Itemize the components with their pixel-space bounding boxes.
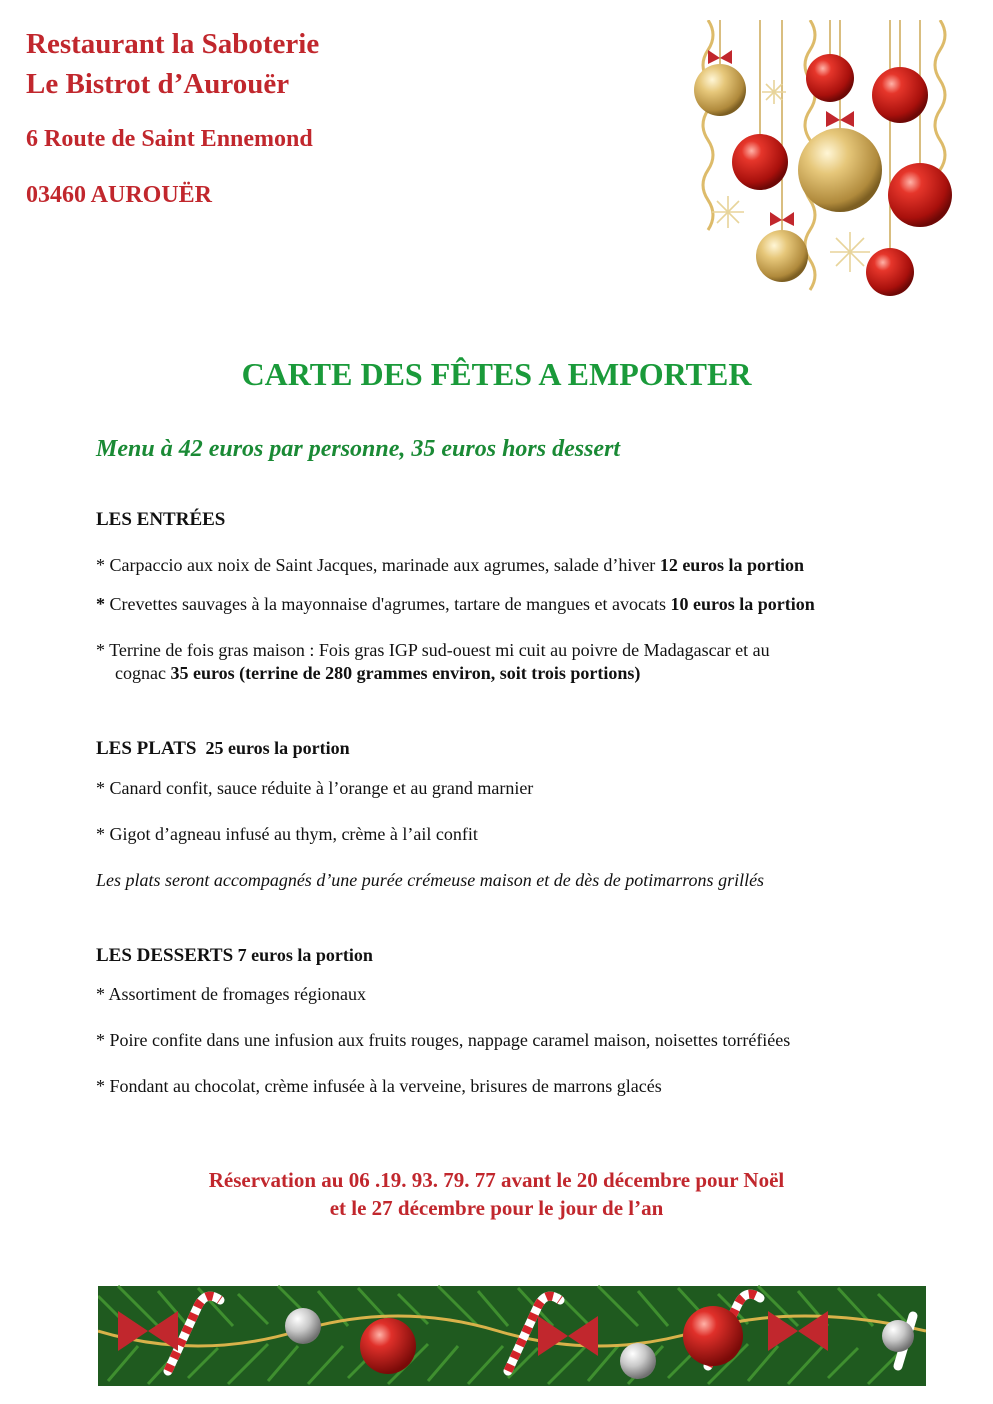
reservation-info [0, 1166, 993, 1222]
entree-item-text: * Terrine de fois gras maison : Fois gras IGP sud-ouest mi cuit au poivre de Madagascar et au [96, 640, 770, 660]
address-street: 6 Route de Saint Ennemond [26, 126, 313, 152]
plats-heading-row [96, 737, 350, 760]
christmas-baubles-icon [690, 20, 960, 310]
desserts-heading: LES DESSERTS [96, 945, 234, 966]
entree-item-price: 35 euros (terrine de 280 grammes environ, soit trois portions) [170, 663, 641, 683]
menu-title: CARTE DES FÊTES A EMPORTER [241, 356, 752, 392]
reservation-line-1: Réservation au 06 .19. 93. 79. 77 avant le 20 décembre pour Noël [208, 1168, 785, 1192]
desserts-heading-row [96, 944, 373, 967]
entree-item-text-cont: cognac [115, 663, 171, 683]
plat-item: * Gigot d’agneau infusé au thym, crème à l’ail confit [96, 824, 478, 844]
address-city: 03460 AUROUËR [26, 182, 213, 208]
dessert-item: * Fondant au chocolat, crème infusée à la verveine, brisures de marrons glacés [96, 1076, 662, 1096]
restaurant-header [26, 24, 319, 210]
entree-item-text: * Carpaccio aux noix de Saint Jacques, marinade aux agrumes, salade d’hiver [96, 555, 660, 575]
entree-item [96, 593, 815, 616]
entree-item-continuation [96, 662, 640, 685]
plats-note: Les plats seront accompagnés d’une purée crémeuse maison et de dès de potimarrons grillés [96, 870, 765, 890]
plats-heading: LES PLATS [96, 738, 197, 759]
dessert-item: * Assortiment de fromages régionaux [96, 984, 366, 1004]
menu-price-subtitle: Menu à 42 euros par personne, 35 euros hors dessert [96, 436, 621, 462]
christmas-garland-icon [98, 1276, 926, 1394]
plats-price: 25 euros la portion [205, 738, 350, 758]
entree-item [96, 639, 770, 662]
entree-item-price: 10 euros la portion [670, 594, 815, 614]
entree-item-bullet: * [96, 594, 105, 614]
plat-item: * Canard confit, sauce réduite à l’orange et au grand marnier [96, 778, 534, 798]
reservation-line-2: et le 27 décembre pour le jour de l’an [329, 1196, 664, 1220]
restaurant-name: Restaurant la Saboterie [26, 28, 320, 60]
entrees-heading: LES ENTRÉES [96, 509, 226, 530]
entree-item [96, 554, 804, 577]
dessert-item: * Poire confite dans une infusion aux fruits rouges, nappage caramel maison, noisettes torréfiées [96, 1030, 791, 1050]
restaurant-subname: Le Bistrot d’Aurouër [26, 68, 290, 100]
desserts-price: 7 euros la portion [237, 945, 373, 965]
entree-item-text: Crevettes sauvages à la mayonnaise d'agrumes, tartare de mangues et avocats [105, 594, 671, 614]
entree-item-price: 12 euros la portion [659, 555, 804, 575]
